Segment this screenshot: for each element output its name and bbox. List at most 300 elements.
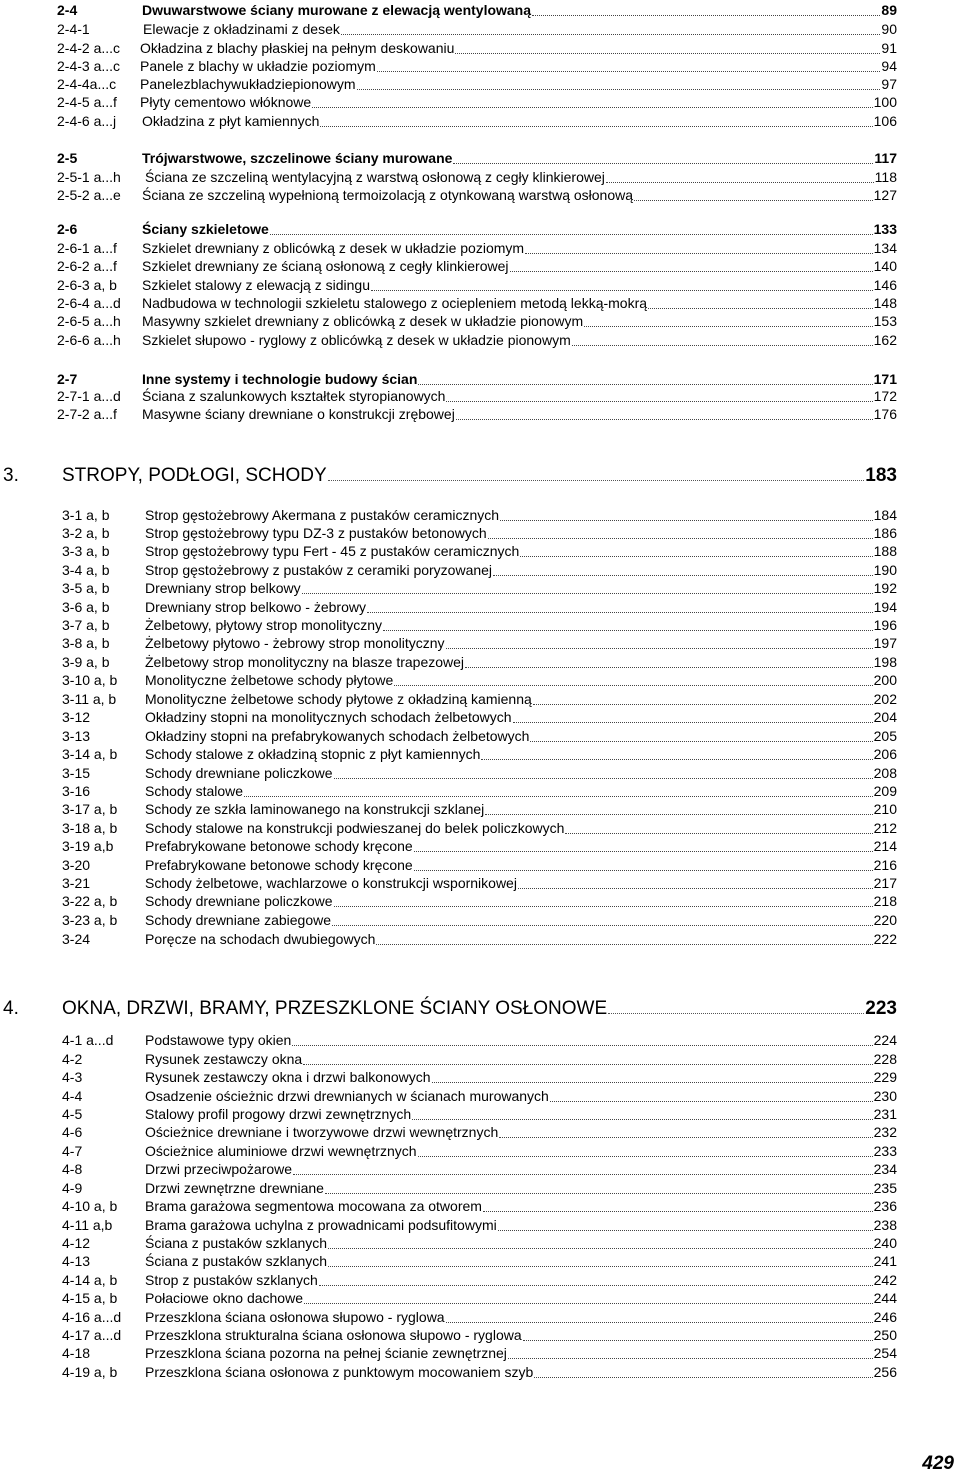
toc-entry-row bbox=[0, 185, 960, 204]
toc-entry-row bbox=[0, 1325, 960, 1344]
toc-page-number: 208 bbox=[873, 765, 897, 781]
leader-dots bbox=[608, 1013, 864, 1014]
toc-page-number: 222 bbox=[873, 931, 897, 947]
toc-number: 3-8 a, b bbox=[62, 635, 110, 651]
toc-title: Panelezblachywukładziepionowym bbox=[140, 76, 356, 92]
toc-section-row bbox=[0, 219, 960, 238]
leader-dots bbox=[383, 630, 873, 631]
toc-title: STROPY, PODŁOGI, SCHODY bbox=[62, 465, 327, 486]
toc-page-number: 196 bbox=[873, 617, 897, 633]
leader-dots bbox=[357, 89, 880, 90]
toc-number: 2-5-2 a...e bbox=[57, 187, 121, 203]
leader-dots bbox=[520, 556, 873, 557]
toc-title: Elewacje z okładzinami z desek bbox=[143, 21, 340, 37]
toc-title: Poręcze na schodach dwubiegowych bbox=[145, 931, 376, 947]
leader-dots bbox=[328, 480, 864, 481]
toc-title: Strop gęstożebrowy typu Fert - 45 z pustaków ceramicznych bbox=[145, 543, 520, 559]
toc-entry-row bbox=[0, 238, 960, 257]
toc-page-number: 256 bbox=[873, 1364, 897, 1380]
leader-dots bbox=[525, 253, 873, 254]
toc-page-number: 224 bbox=[873, 1032, 897, 1048]
toc-title: Stalowy profil progowy drzwi zewnętrznych bbox=[145, 1106, 412, 1122]
toc-entry-row bbox=[0, 404, 960, 423]
leader-dots bbox=[334, 906, 873, 907]
toc-number: 3-14 a, b bbox=[62, 746, 118, 762]
toc-number: 2-4-2 a...c bbox=[57, 40, 121, 56]
toc-page-number: 217 bbox=[873, 875, 897, 891]
toc-entry-row bbox=[0, 386, 960, 405]
toc-page-number: 223 bbox=[865, 998, 897, 1019]
toc-number: 2-4-1 bbox=[57, 21, 90, 37]
leader-dots bbox=[513, 722, 873, 723]
toc-page-number: 210 bbox=[873, 801, 897, 817]
toc-entry-row bbox=[0, 1215, 960, 1234]
toc-page-number: 244 bbox=[873, 1290, 897, 1306]
toc-page-number: 200 bbox=[873, 672, 897, 688]
toc-number: 2-6 bbox=[57, 221, 78, 237]
toc-number: 2-6-6 a...h bbox=[57, 332, 121, 348]
toc-number: 2-7-1 a...d bbox=[57, 388, 121, 404]
toc-entry-row bbox=[0, 92, 960, 111]
toc-number: 3-4 a, b bbox=[62, 562, 110, 578]
toc-page-number: 106 bbox=[873, 113, 897, 129]
toc-entry-row bbox=[0, 311, 960, 330]
toc-page-number: 216 bbox=[873, 857, 897, 873]
leader-dots bbox=[523, 1340, 873, 1341]
toc-number: 4. bbox=[3, 998, 19, 1019]
toc-entry-row bbox=[0, 275, 960, 294]
toc-title: Szkielet stalowy z elewacją z sidingu bbox=[142, 277, 370, 293]
toc-entry-row bbox=[0, 615, 960, 634]
toc-chapter-row bbox=[0, 457, 960, 485]
toc-title: Podstawowe typy okien bbox=[145, 1032, 292, 1048]
toc-entry-row bbox=[0, 293, 960, 312]
toc-entry-row bbox=[0, 505, 960, 524]
leader-dots bbox=[533, 704, 873, 705]
toc-page-number: 176 bbox=[873, 406, 897, 422]
leader-dots bbox=[325, 1193, 873, 1194]
toc-entry-row bbox=[0, 910, 960, 929]
leader-dots bbox=[572, 345, 873, 346]
toc-title: Masywne ściany drewniane o konstrukcji zrębowej bbox=[142, 406, 455, 422]
toc-entry-row bbox=[0, 1251, 960, 1270]
toc-page-number: 212 bbox=[873, 820, 897, 836]
toc-title: Okładzina z blachy płaskiej na pełnym deskowaniu bbox=[140, 40, 455, 56]
toc-page-number: 190 bbox=[873, 562, 897, 578]
leader-dots bbox=[303, 1064, 873, 1065]
toc-number: 4-18 bbox=[62, 1345, 91, 1361]
leader-dots bbox=[312, 107, 873, 108]
toc-title: Schody drewniane policzkowe bbox=[145, 893, 333, 909]
toc-page-number: 236 bbox=[873, 1198, 897, 1214]
toc-title: Prefabrykowane betonowe schody kręcone bbox=[145, 857, 413, 873]
toc-title: Drewniany strop belkowo - żebrowy bbox=[145, 599, 366, 615]
toc-title: Trójwarstwowe, szczelinowe ściany murowane bbox=[142, 150, 453, 166]
toc-page-number: 209 bbox=[873, 783, 897, 799]
leader-dots bbox=[488, 538, 873, 539]
leader-dots bbox=[530, 741, 873, 742]
toc-number: 4-8 bbox=[62, 1161, 83, 1177]
toc-title: Drewniany strop belkowy bbox=[145, 580, 301, 596]
toc-entry-row bbox=[0, 744, 960, 763]
leader-dots bbox=[606, 182, 874, 183]
leader-dots bbox=[432, 1082, 873, 1083]
toc-entry-row bbox=[0, 256, 960, 275]
toc-entry-row bbox=[0, 1159, 960, 1178]
toc-title: Dwuwarstwowe ściany murowane z elewacją wentylowaną bbox=[142, 2, 532, 18]
toc-entry-row bbox=[0, 1288, 960, 1307]
toc-page-number: 233 bbox=[873, 1143, 897, 1159]
toc-entry-row bbox=[0, 56, 960, 75]
leader-dots bbox=[418, 384, 873, 385]
toc-page-number: 204 bbox=[873, 709, 897, 725]
toc-title: Schody ze szkła laminowanego na konstrukcji szklanej bbox=[145, 801, 485, 817]
toc-page-number: 242 bbox=[873, 1272, 897, 1288]
toc-entry-row bbox=[0, 38, 960, 57]
toc-title: Drzwi przeciwpożarowe bbox=[145, 1161, 293, 1177]
toc-entry-row bbox=[0, 1178, 960, 1197]
toc-title: OKNA, DRZWI, BRAMY, PRZESZKLONE ŚCIANY OSŁONOWE bbox=[62, 998, 608, 1019]
toc-title: Drzwi zewnętrzne drewniane bbox=[145, 1180, 324, 1196]
toc-entry-row bbox=[0, 1362, 960, 1381]
toc-page-number: 230 bbox=[873, 1088, 897, 1104]
toc-page-number: 188 bbox=[873, 543, 897, 559]
toc-title: Schody drewniane zabiegowe bbox=[145, 912, 332, 928]
toc-entry-row bbox=[0, 781, 960, 800]
toc-number: 3-13 bbox=[62, 728, 91, 744]
toc-title: Schody stalowe bbox=[145, 783, 244, 799]
toc-number: 2-7 bbox=[57, 371, 78, 387]
toc-number: 3-3 a, b bbox=[62, 543, 110, 559]
toc-page-number: 134 bbox=[873, 240, 897, 256]
leader-dots bbox=[465, 667, 873, 668]
toc-entry-row bbox=[0, 1270, 960, 1289]
toc-entry-row bbox=[0, 523, 960, 542]
toc-page-number: 91 bbox=[881, 40, 897, 56]
toc-number: 3-5 a, b bbox=[62, 580, 110, 596]
toc-entry-row bbox=[0, 1233, 960, 1252]
toc-entry-row bbox=[0, 836, 960, 855]
toc-entry-row bbox=[0, 1086, 960, 1105]
toc-title: Strop gęstożebrowy typu DZ-3 z pustaków betonowych bbox=[145, 525, 487, 541]
toc-entry-row bbox=[0, 670, 960, 689]
toc-title: Przeszklona strukturalna ściana osłonowa słupowo - ryglowa bbox=[145, 1327, 522, 1343]
leader-dots bbox=[584, 326, 873, 327]
toc-title: Płyty cementowo włóknowe bbox=[140, 94, 312, 110]
toc-page-number: 172 bbox=[873, 388, 897, 404]
leader-dots bbox=[550, 1101, 873, 1102]
leader-dots bbox=[376, 944, 873, 945]
leader-dots bbox=[367, 612, 873, 613]
leader-dots bbox=[485, 814, 873, 815]
toc-number: 4-7 bbox=[62, 1143, 83, 1159]
toc-page-number: 234 bbox=[873, 1161, 897, 1177]
toc-title: Okładzina z płyt kamiennych bbox=[142, 113, 320, 129]
toc-number: 2-7-2 a...f bbox=[57, 406, 117, 422]
toc-page-number: 100 bbox=[873, 94, 897, 110]
leader-dots bbox=[565, 833, 873, 834]
toc-title: Przeszklona ściana pozorna na pełnej ścianie zewnętrznej bbox=[145, 1345, 507, 1361]
toc-entry-row bbox=[0, 1049, 960, 1068]
toc-number: 4-2 bbox=[62, 1051, 83, 1067]
toc-number: 3-16 bbox=[62, 783, 91, 799]
toc-number: 3-6 a, b bbox=[62, 599, 110, 615]
toc-page-number: 184 bbox=[873, 507, 897, 523]
toc-title: Żelbetowy, płytowy strop monolityczny bbox=[145, 617, 383, 633]
toc-title: Rysunek zestawczy okna i drzwi balkonowych bbox=[145, 1069, 431, 1085]
toc-page-number: 94 bbox=[881, 58, 897, 74]
toc-number: 2-5-1 a...h bbox=[57, 169, 121, 185]
toc-title: Ościeżnice drewniane i tworzywowe drzwi wewnętrznych bbox=[145, 1124, 499, 1140]
toc-number: 2-4-3 a...c bbox=[57, 58, 121, 74]
toc-number: 4-19 a, b bbox=[62, 1364, 118, 1380]
toc-title: Rysunek zestawczy okna bbox=[145, 1051, 303, 1067]
toc-entry-row bbox=[0, 167, 960, 186]
toc-page-number: 232 bbox=[873, 1124, 897, 1140]
toc-title: Masywny szkielet drewniany z oblicówką z desek w układzie pionowym bbox=[142, 313, 584, 329]
toc-page-number: 241 bbox=[873, 1253, 897, 1269]
toc-title: Nadbudowa w technologii szkieletu stalowego z ociepleniem metodą lekką-mokrą bbox=[142, 295, 648, 311]
leader-dots bbox=[510, 271, 873, 272]
toc-number: 4-12 bbox=[62, 1235, 91, 1251]
leader-dots bbox=[532, 15, 880, 16]
leader-dots bbox=[244, 796, 873, 797]
toc-title: Ściana z pustaków szklanych bbox=[145, 1235, 328, 1251]
toc-number: 4-10 a, b bbox=[62, 1198, 118, 1214]
leader-dots bbox=[483, 1211, 873, 1212]
toc-page-number: 186 bbox=[873, 525, 897, 541]
toc-entry-row bbox=[0, 541, 960, 560]
toc-number: 2-6-4 a...d bbox=[57, 295, 121, 311]
leader-dots bbox=[293, 1174, 873, 1175]
toc-title: Schody żelbetowe, wachlarzowe o konstrukcji wspornikowej bbox=[145, 875, 517, 891]
toc-number: 3-12 bbox=[62, 709, 91, 725]
toc-title: Schody stalowe na konstrukcji podwieszanej do belek policzkowych bbox=[145, 820, 565, 836]
toc-entry-row bbox=[0, 726, 960, 745]
toc-number: 3. bbox=[3, 465, 19, 486]
leader-dots bbox=[418, 1156, 873, 1157]
toc-title: Brama garażowa segmentowa mocowana za otworem bbox=[145, 1198, 482, 1214]
toc-title: Szkielet drewniany z oblicówką z desek w układzie poziomym bbox=[142, 240, 525, 256]
toc-entry-row bbox=[0, 19, 960, 38]
toc-number: 2-6-1 a...f bbox=[57, 240, 117, 256]
toc-title: Strop z pustaków szklanych bbox=[145, 1272, 318, 1288]
toc-number: 4-5 bbox=[62, 1106, 83, 1122]
toc-number: 3-24 bbox=[62, 931, 91, 947]
toc-entry-row bbox=[0, 1122, 960, 1141]
leader-dots bbox=[446, 648, 873, 649]
toc-page-number: 205 bbox=[873, 728, 897, 744]
toc-page-number: 231 bbox=[873, 1106, 897, 1122]
toc-page-number: 250 bbox=[873, 1327, 897, 1343]
toc-page-number: 183 bbox=[865, 465, 897, 486]
toc-section-row bbox=[0, 148, 960, 167]
toc-page-number: 146 bbox=[873, 277, 897, 293]
toc-entry-row bbox=[0, 1307, 960, 1326]
toc-entry-row bbox=[0, 633, 960, 652]
toc-title: Żelbetowy płytowo - żebrowy strop monolityczny bbox=[145, 635, 445, 651]
toc-title: Ściana z szalunkowych kształtek styropianowych bbox=[142, 388, 446, 404]
leader-dots bbox=[634, 200, 873, 201]
toc-page-number: 90 bbox=[881, 21, 897, 37]
toc-entry-row bbox=[0, 818, 960, 837]
toc-page-number: 202 bbox=[873, 691, 897, 707]
toc-entry-row bbox=[0, 799, 960, 818]
toc-page-number: 240 bbox=[873, 1235, 897, 1251]
toc-page-number: 238 bbox=[873, 1217, 897, 1233]
toc-page-number: 197 bbox=[873, 635, 897, 651]
toc-chapter-row bbox=[0, 990, 960, 1018]
leader-dots bbox=[377, 71, 880, 72]
toc-page-number: 97 bbox=[881, 76, 897, 92]
toc-title: Strop gęstożebrowy Akermana z pustaków ceramicznych bbox=[145, 507, 500, 523]
toc-number: 2-6-5 a...h bbox=[57, 313, 121, 329]
toc-number: 2-6-2 a...f bbox=[57, 258, 117, 274]
leader-dots bbox=[292, 1045, 873, 1046]
toc-number: 3-7 a, b bbox=[62, 617, 110, 633]
toc-number: 4-11 a,b bbox=[62, 1217, 113, 1233]
leader-dots bbox=[648, 308, 873, 309]
toc-title: Strop gęstożebrowy z pustaków z ceramiki poryzowanej bbox=[145, 562, 493, 578]
toc-number: 3-21 bbox=[62, 875, 91, 891]
leader-dots bbox=[328, 1248, 873, 1249]
toc-page-number: 171 bbox=[873, 371, 897, 387]
toc-number: 3-19 a,b bbox=[62, 838, 114, 854]
leader-dots bbox=[414, 870, 873, 871]
toc-page-number: 254 bbox=[873, 1345, 897, 1361]
toc-page-number: 133 bbox=[873, 221, 897, 237]
toc-page-number: 127 bbox=[873, 187, 897, 203]
toc-title: Połaciowe okno dachowe bbox=[145, 1290, 303, 1306]
toc-number: 3-1 a, b bbox=[62, 507, 110, 523]
toc-page-number: 89 bbox=[881, 2, 897, 18]
toc-page-number: 218 bbox=[873, 893, 897, 909]
leader-dots bbox=[455, 53, 880, 54]
toc-number: 3-18 a, b bbox=[62, 820, 118, 836]
toc-title: Ościeżnice aluminiowe drzwi wewnętrznych bbox=[145, 1143, 417, 1159]
toc-entry-row bbox=[0, 1343, 960, 1362]
toc-page-number: 228 bbox=[873, 1051, 897, 1067]
toc-number: 4-13 bbox=[62, 1253, 91, 1269]
toc-title: Przeszklona ściana osłonowa z punktowym mocowaniem szyb bbox=[145, 1364, 534, 1380]
leader-dots bbox=[270, 234, 873, 235]
toc-number: 3-20 bbox=[62, 857, 91, 873]
toc-title: Szkielet drewniany ze ścianą osłonową z cegły klinkierowej bbox=[142, 258, 509, 274]
toc-entry-row bbox=[0, 1141, 960, 1160]
toc-number: 4-15 a, b bbox=[62, 1290, 118, 1306]
leader-dots bbox=[319, 1285, 873, 1286]
toc-number: 3-22 a, b bbox=[62, 893, 118, 909]
toc-page-number: 198 bbox=[873, 654, 897, 670]
toc-title: Ściana z pustaków szklanych bbox=[145, 1253, 328, 1269]
toc-title: Schody stalowe z okładziną stopnic z płyt kamiennych bbox=[145, 746, 481, 762]
toc-title: Osadzenie ościeżnic drzwi drewnianych w ścianach murowanych bbox=[145, 1088, 549, 1104]
toc-entry-row bbox=[0, 330, 960, 349]
toc-number: 3-2 a, b bbox=[62, 525, 110, 541]
toc-title: Okładziny stopni na monolitycznych schodach żelbetowych bbox=[145, 709, 512, 725]
toc-number: 2-5 bbox=[57, 150, 78, 166]
toc-title: Schody drewniane policzkowe bbox=[145, 765, 333, 781]
toc-page-number: 148 bbox=[873, 295, 897, 311]
toc-page-number: 220 bbox=[873, 912, 897, 928]
toc-entry-row bbox=[0, 597, 960, 616]
toc-number: 4-14 a, b bbox=[62, 1272, 118, 1288]
leader-dots bbox=[481, 759, 873, 760]
leader-dots bbox=[446, 401, 873, 402]
leader-dots bbox=[446, 1322, 873, 1323]
leader-dots bbox=[508, 1358, 873, 1359]
toc-title: Ściana ze szczeliną wypełnioną termoizolacją z otynkowaną warstwą osłonową bbox=[142, 187, 634, 203]
toc-page-number: 153 bbox=[873, 313, 897, 329]
toc-number: 4-6 bbox=[62, 1124, 83, 1140]
toc-section-row bbox=[0, 0, 960, 19]
leader-dots bbox=[534, 1377, 873, 1378]
leader-dots bbox=[320, 126, 873, 127]
toc-number: 4-17 a...d bbox=[62, 1327, 122, 1343]
toc-entry-row bbox=[0, 891, 960, 910]
page-number: 429 bbox=[922, 1453, 954, 1474]
toc-title: Ściana ze szczeliną wentylacyjną z warstwą osłonową z cegły klinkierowej bbox=[145, 169, 605, 185]
leader-dots bbox=[334, 778, 873, 779]
toc-number: 3-10 a, b bbox=[62, 672, 118, 688]
leader-dots bbox=[304, 1303, 873, 1304]
toc-entry-row bbox=[0, 1104, 960, 1123]
toc-entry-row bbox=[0, 1067, 960, 1086]
leader-dots bbox=[493, 575, 873, 576]
toc-number: 2-4-5 a...f bbox=[57, 94, 117, 110]
leader-dots bbox=[414, 851, 873, 852]
leader-dots bbox=[412, 1119, 873, 1120]
leader-dots bbox=[500, 520, 873, 521]
toc-title: Panele z blachy w układzie poziomym bbox=[140, 58, 376, 74]
leader-dots bbox=[518, 888, 873, 889]
toc-entry-row bbox=[0, 1030, 960, 1049]
leader-dots bbox=[453, 163, 873, 164]
toc-title: Inne systemy i technologie budowy ścian bbox=[142, 371, 418, 387]
toc-title: Przeszklona ściana osłonowa słupowo - ryglowa bbox=[145, 1309, 445, 1325]
toc-page-number: 118 bbox=[874, 169, 897, 185]
toc-entry-row bbox=[0, 560, 960, 579]
toc-entry-row bbox=[0, 111, 960, 130]
toc-entry-row bbox=[0, 689, 960, 708]
toc-number: 2-4-4a...c bbox=[57, 76, 117, 92]
toc-page-number: 246 bbox=[873, 1309, 897, 1325]
toc-number: 3-11 a, b bbox=[62, 691, 117, 707]
toc-entry-row bbox=[0, 707, 960, 726]
toc-entry-row bbox=[0, 855, 960, 874]
toc-title: Ściany szkieletowe bbox=[142, 221, 269, 237]
toc-number: 4-4 bbox=[62, 1088, 83, 1104]
leader-dots bbox=[499, 1137, 873, 1138]
toc-entry-row bbox=[0, 929, 960, 948]
toc-number: 3-15 bbox=[62, 765, 91, 781]
toc-number: 4-1 a...d bbox=[62, 1032, 114, 1048]
toc-entry-row bbox=[0, 578, 960, 597]
leader-dots bbox=[341, 34, 880, 35]
toc-title: Okładziny stopni na prefabrykowanych schodach żelbetowych bbox=[145, 728, 530, 744]
toc-page-number: 162 bbox=[873, 332, 897, 348]
toc-title: Prefabrykowane betonowe schody kręcone bbox=[145, 838, 413, 854]
leader-dots bbox=[498, 1230, 873, 1231]
toc-page-number: 140 bbox=[873, 258, 897, 274]
toc-page-number: 235 bbox=[873, 1180, 897, 1196]
toc-entry-row bbox=[0, 74, 960, 93]
leader-dots bbox=[332, 925, 873, 926]
leader-dots bbox=[371, 290, 873, 291]
leader-dots bbox=[394, 685, 873, 686]
toc-page-number: 117 bbox=[874, 150, 897, 166]
leader-dots bbox=[302, 593, 873, 594]
